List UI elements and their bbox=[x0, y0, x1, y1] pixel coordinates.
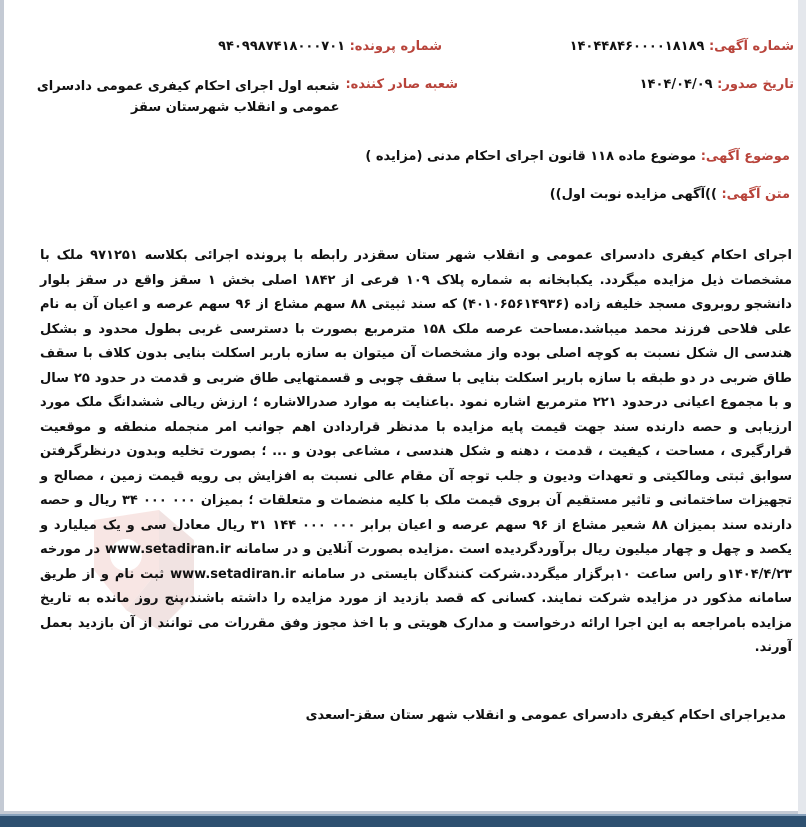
issue-date-value: ۱۴۰۴/۰۴/۰۹ bbox=[639, 77, 713, 92]
bottom-status-bar bbox=[0, 814, 806, 827]
bottom-bar-accent bbox=[0, 814, 806, 816]
text-label: متن آگهی: bbox=[721, 187, 790, 202]
issuing-branch-value: شعبه اول اجرای احکام کیفری عمومی دادسرای عمومی و انقلاب شهرستان سقز bbox=[36, 79, 340, 115]
notice-body: اجرای احکام کیفری دادسرای عمومی و انقلاب شهر ستان سقزدر رابطه با پرونده اجرائی بکلاسه ۹۷۱۲۵۱ ملک با مشخصات ذیل مزایده میگردد. یکبابخانه به شماره پلاک ۱۰۹ فرعی از ۱۸۴۲ اصلی بخش ۱ سقز واقع در سقز بلوار دانشجو روبروی مسجد خلیفه زاده (۴۰۱۰۶۵۶۱۴۹۳۶) که سند ثبیتی ۸۸ سهم مشاع از ۹۶ سهم عرصه و اعیان آن به نام علی فلاحی فرزند محمد میباشد.مساحت عرصه ملک ۱۵۸ مترمربع بصورت با دسترسی غربی بطول محدود و بشکل هندسی ال شکل نسبت به کوچه اصلی بوده واز مشخصات آن میتوان به سازه باربر اسکلت بنایی بدون کلاف با سقف طاق ضربی در دو طبقه با سازه باربر اسکلت بنایی با سقف چوبی و قسمتهایی طاق ضربی و قدمت در حدود ۲۵ سال و با مجموع اعیانی درحدود ۲۲۱ مترمربع اشاره نمود .باعنایت به موارد صدرالاشاره ؛ ارزش ریالی ششدانگ ملک مورد ارزیابی و حصه دارنده سند جهت قیمت پایه مزایده با مدنظر قراردادن اهم جوانب امر منجمله منطقه و موقعیت قرارگیری ، مساحت ، کیفیت ، قدمت ، دهنه و شکل هندسی ، مشاعی بودن و ... ؛ بصورت تخلیه وبدون درنظرگرفتن سوابق ثبتی ومالکیتی و تعهدات ودیون و جلب توجه آن مقام عالی نسبت به افزایش بی رویه قیمت زمین ، مصالح و تجهیزات ساختمانی و تاثیر مستقیم آن بروی قیمت ملک با کلیه منضمات و متعلقات ؛ بمیزان ۰۰۰ ۰۰۰ ۳۴ ریال و حصه دارنده سند بمیزان ۸۸ شعیر مشاع از ۹۶ سهم عرصه و اعیان برابر ۰۰۰ ۰۰۰ ۱۴۴ ۳۱ ریال معادل سی و یک میلیارد و یکصد و چهل و چهار میلیون ریال برآوردگردیده است .مزایده بصورت آنلاین و در سامانه www.setadiran.ir در مورخه ۱۴۰۴/۴/۲۳و راس ساعت ۱۰برگزار میگردد.شرکت کنندگان بایستی در سامانه www.setadiran.ir ثبت نام و از طریق سامانه مذکور در مزایده شرکت نمایند. کسانی که قصد بازدید از مورد مزایده را داشته باشند،پنج روز مانده به تاریخ مزایده بامراجعه به این اجرا ارائه درخواست و مدارک هویتی و با اخذ مجوز وفق مقررات می توانند از آن بازدید بعمل آورند. bbox=[40, 248, 793, 655]
subject-value: موضوع ماده ۱۱۸ قانون اجرای احکام مدنی (مزایده ) bbox=[365, 149, 697, 164]
subject-label: موضوع آگهی: bbox=[700, 149, 790, 164]
issue-date-label: تاریخ صدور: bbox=[717, 77, 794, 92]
issuing-branch-label: شعبه صادر کننده: bbox=[345, 77, 458, 92]
notice-number-row bbox=[570, 38, 794, 56]
case-number-value: ۹۴۰۹۹۸۷۴۱۸۰۰۰۷۰۱ bbox=[218, 39, 346, 54]
issue-date-row bbox=[640, 76, 794, 94]
signature: مدیراجرای احکام کیفری دادسرای عمومی و انقلاب شهر ستان سقز-اسعدی bbox=[305, 708, 786, 723]
notice-number-value: ۱۴۰۴۴۸۴۶۰۰۰۰۱۸۱۸۹ bbox=[569, 39, 705, 54]
issuing-branch-row bbox=[27, 76, 458, 118]
text-title-row bbox=[550, 186, 790, 204]
case-number-row bbox=[218, 38, 442, 56]
scrollbar-track[interactable] bbox=[798, 0, 806, 827]
case-number-label: شماره پرونده: bbox=[349, 39, 442, 54]
notice-number-label: شماره آگهی: bbox=[708, 39, 794, 54]
subject-row bbox=[365, 148, 790, 166]
text-title: ))آگهی مزایده نوبت اول)) bbox=[549, 187, 717, 202]
